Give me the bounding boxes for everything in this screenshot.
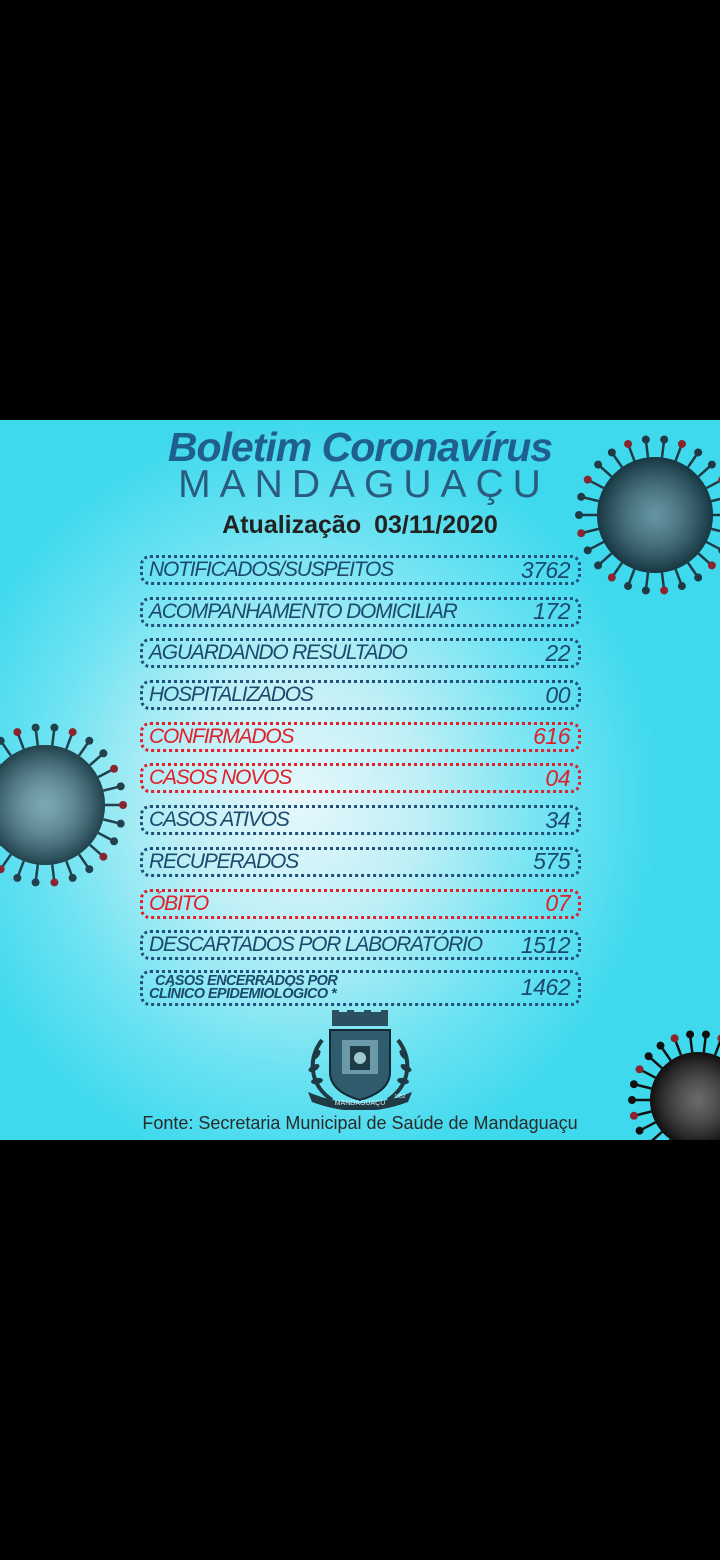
stat-value: 3762 bbox=[520, 556, 570, 583]
stats-list bbox=[140, 555, 581, 1018]
stat-value: 616 bbox=[533, 723, 570, 750]
stat-row-hospitalizados bbox=[140, 680, 581, 710]
stat-value: 00 bbox=[545, 681, 570, 708]
stat-label-line1: CASOS ENCERRADOS POR bbox=[155, 972, 338, 989]
stat-label: NOTIFICADOS/SUSPEITOS bbox=[149, 558, 393, 581]
stat-label bbox=[149, 972, 338, 1002]
stat-value: 07 bbox=[545, 890, 570, 916]
update-label: Atualização bbox=[222, 511, 362, 539]
coronavirus-icon bbox=[0, 715, 130, 895]
stat-value: 1512 bbox=[520, 931, 570, 958]
stat-row-obito bbox=[140, 889, 581, 919]
stat-value: 04 bbox=[545, 764, 570, 791]
stat-row-recuperados bbox=[140, 847, 581, 877]
bulletin-poster bbox=[0, 420, 720, 1140]
update-date: 03/11/2020 bbox=[374, 511, 498, 539]
stat-label: RECUPERADOS bbox=[149, 849, 298, 873]
source-line: Fonte: Secretaria Municipal de Saúde de Mandaguaçu bbox=[142, 1113, 578, 1133]
stat-label-line2: CLÍNICO EPIDEMIOLÓGICO * bbox=[149, 985, 337, 1002]
city-name: MANDAGUAÇU bbox=[178, 463, 550, 506]
stat-label: CASOS NOVOS bbox=[149, 766, 292, 790]
stat-value: 22 bbox=[545, 639, 570, 666]
stat-row-notificados bbox=[140, 555, 581, 585]
crest-ribbon-text: MANDAGUAÇU bbox=[334, 1100, 386, 1107]
stat-label: DESCARTADOS POR LABORATÓRIO bbox=[149, 933, 482, 957]
stat-row-confirmados bbox=[140, 722, 581, 752]
stat-row-aguardando bbox=[140, 638, 581, 668]
update-line bbox=[0, 511, 720, 540]
stat-label: CONFIRMADOS bbox=[149, 724, 294, 748]
crest-year: 1952 bbox=[394, 1094, 406, 1100]
stat-value: 1462 bbox=[520, 974, 570, 1001]
stat-row-casos-ativos bbox=[140, 805, 581, 835]
stat-label: ÓBITO bbox=[149, 891, 208, 915]
bulletin-title: Boletim Coronavírus bbox=[167, 424, 553, 470]
stat-label: ACOMPANHAMENTO DOMICILIAR bbox=[149, 599, 457, 623]
stat-row-descartados bbox=[140, 930, 581, 960]
stat-row-casos-novos bbox=[140, 763, 581, 793]
stat-row-acompanhamento bbox=[140, 597, 581, 627]
city-crest-icon bbox=[302, 1010, 418, 1110]
stat-value: 34 bbox=[545, 806, 570, 833]
stat-value: 172 bbox=[533, 598, 570, 625]
stat-value: 575 bbox=[533, 848, 570, 875]
stat-label: AGUARDANDO RESULTADO bbox=[149, 641, 407, 665]
stat-label: HOSPITALIZADOS bbox=[149, 683, 313, 707]
stat-row-encerrados bbox=[140, 970, 581, 1006]
stat-label: CASOS ATIVOS bbox=[149, 808, 289, 832]
